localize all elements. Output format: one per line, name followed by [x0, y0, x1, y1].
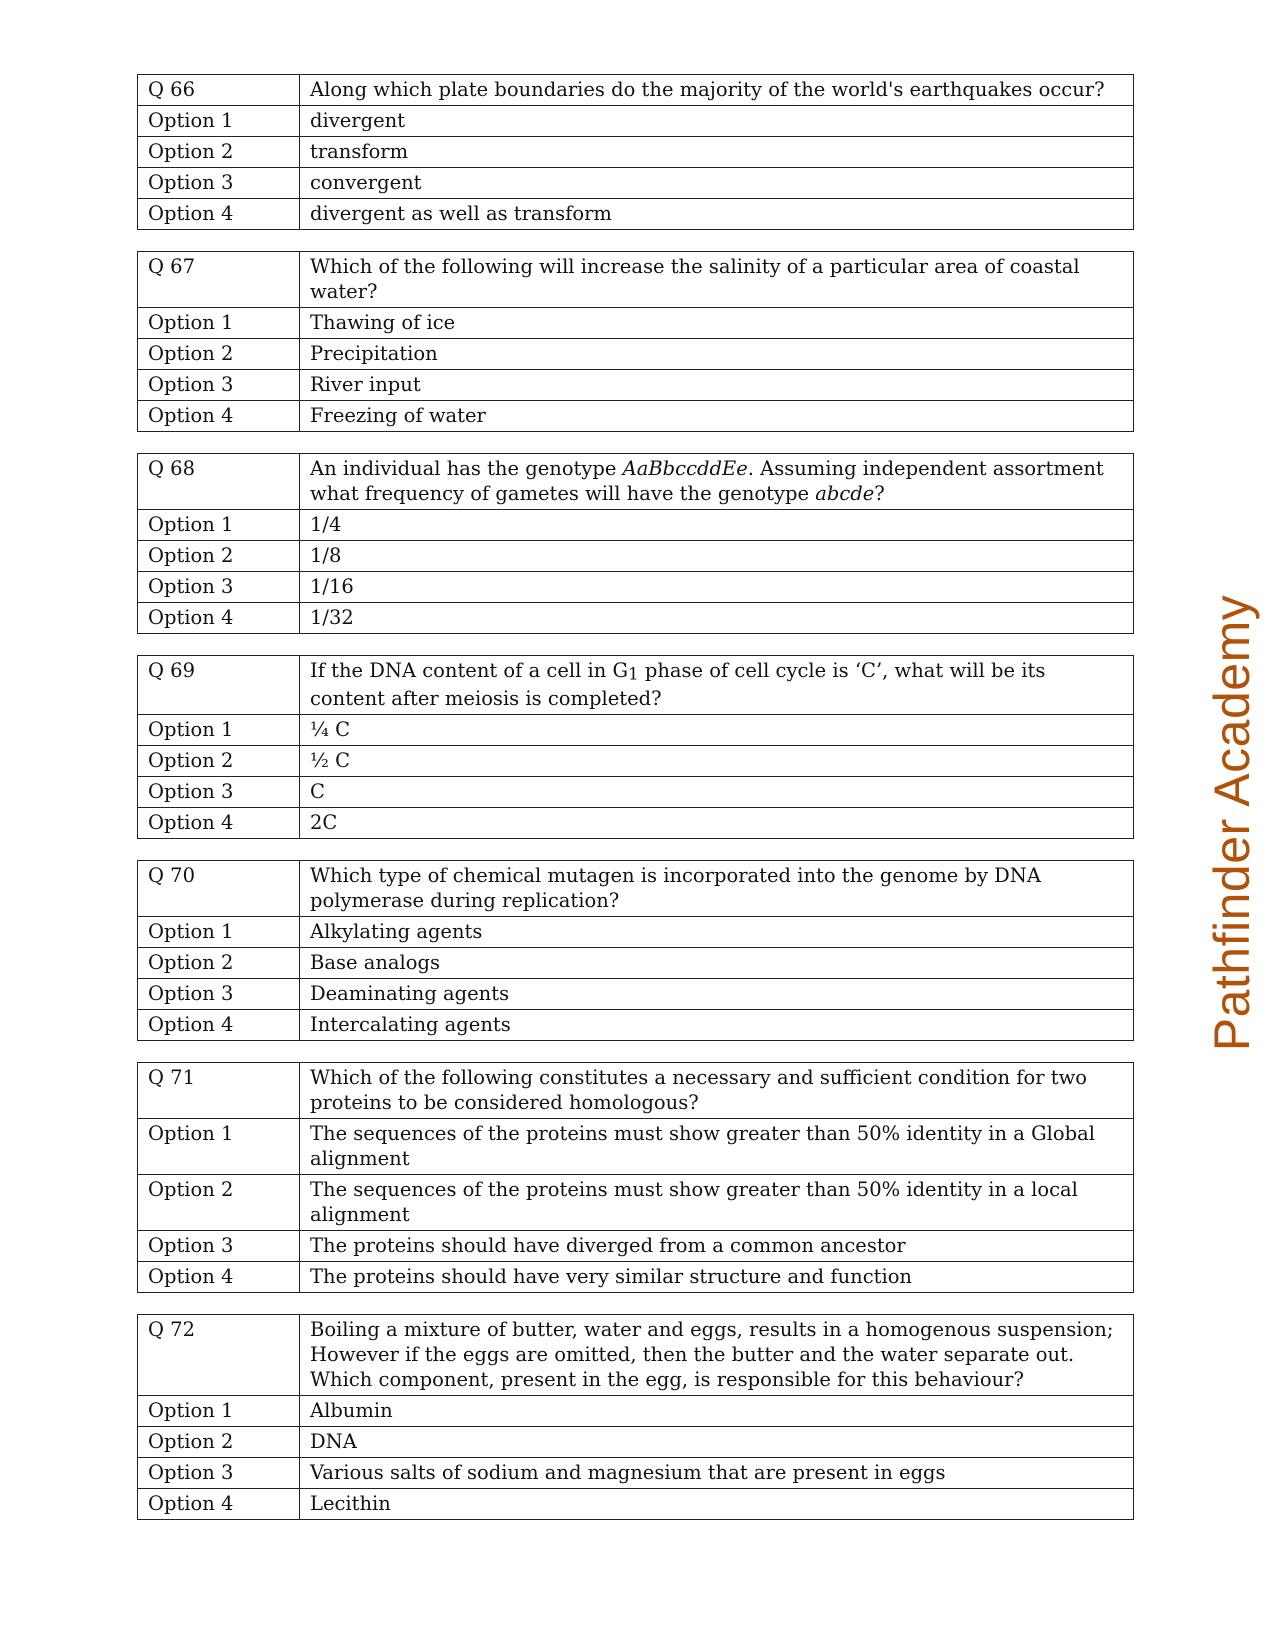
question-text-part: If the DNA content of a cell in G — [310, 659, 629, 682]
option-label: Option 2 — [138, 1175, 300, 1231]
question-table-q72 — [137, 1314, 1134, 1520]
option-label: Option 2 — [138, 541, 300, 572]
option-label: Option 3 — [138, 1231, 300, 1262]
option-row — [138, 1396, 1134, 1427]
option-label: Option 2 — [138, 1427, 300, 1458]
option-row — [138, 1231, 1134, 1262]
question-number: Q 66 — [138, 75, 300, 106]
question-text: Along which plate boundaries do the majority of the world's earthquakes occur? — [300, 75, 1134, 106]
option-label: Option 1 — [138, 1396, 300, 1427]
option-text: C — [300, 777, 1134, 808]
option-label: Option 4 — [138, 1010, 300, 1041]
question-row — [138, 656, 1134, 715]
question-text-part: ? — [874, 482, 885, 505]
option-row — [138, 572, 1134, 603]
question-text: Which type of chemical mutagen is incorporated into the genome by DNA polymerase during replication? — [300, 861, 1134, 917]
question-number: Q 68 — [138, 454, 300, 510]
question-text-part: . Assuming independent assortment what frequency of gametes will have the genotype — [310, 457, 1104, 505]
option-row — [138, 1119, 1134, 1175]
option-text: Alkylating agents — [300, 917, 1134, 948]
option-text: The sequences of the proteins must show greater than 50% identity in a Global alignment — [300, 1119, 1134, 1175]
option-text: 1/4 — [300, 510, 1134, 541]
option-row — [138, 948, 1134, 979]
question-number: Q 67 — [138, 252, 300, 308]
option-row — [138, 746, 1134, 777]
option-row — [138, 1262, 1134, 1293]
option-text: divergent as well as transform — [300, 199, 1134, 230]
option-text: Various salts of sodium and magnesium that are present in eggs — [300, 1458, 1134, 1489]
option-text: The proteins should have very similar structure and function — [300, 1262, 1134, 1293]
option-row — [138, 715, 1134, 746]
option-text: 1/16 — [300, 572, 1134, 603]
option-label: Option 4 — [138, 1262, 300, 1293]
question-number: Q 70 — [138, 861, 300, 917]
option-label: Option 1 — [138, 715, 300, 746]
genotype-italic: abcde — [815, 482, 875, 505]
option-row — [138, 979, 1134, 1010]
question-table-q66 — [137, 74, 1134, 230]
option-text: Thawing of ice — [300, 308, 1134, 339]
option-label: Option 2 — [138, 137, 300, 168]
option-row — [138, 777, 1134, 808]
question-number: Q 71 — [138, 1063, 300, 1119]
question-text — [300, 656, 1134, 715]
option-label: Option 3 — [138, 572, 300, 603]
option-text: Albumin — [300, 1396, 1134, 1427]
option-label: Option 1 — [138, 1119, 300, 1175]
genotype-italic: AaBbccddEe — [622, 457, 748, 480]
option-text: ½ C — [300, 746, 1134, 777]
option-label: Option 2 — [138, 339, 300, 370]
option-row — [138, 917, 1134, 948]
option-text: 2C — [300, 808, 1134, 839]
option-row — [138, 370, 1134, 401]
question-row — [138, 252, 1134, 308]
option-row — [138, 308, 1134, 339]
option-row — [138, 1489, 1134, 1520]
question-number: Q 72 — [138, 1315, 300, 1396]
option-row — [138, 168, 1134, 199]
option-label: Option 3 — [138, 168, 300, 199]
option-text: 1/8 — [300, 541, 1134, 572]
option-label: Option 3 — [138, 777, 300, 808]
question-row — [138, 75, 1134, 106]
option-label: Option 1 — [138, 308, 300, 339]
option-label: Option 4 — [138, 808, 300, 839]
option-text: transform — [300, 137, 1134, 168]
option-text: Precipitation — [300, 339, 1134, 370]
question-table-q70 — [137, 860, 1134, 1041]
watermark: Pathfinder Academy — [1204, 594, 1260, 1052]
option-text: River input — [300, 370, 1134, 401]
option-label: Option 2 — [138, 746, 300, 777]
option-text: ¼ C — [300, 715, 1134, 746]
option-row — [138, 603, 1134, 634]
option-row — [138, 1010, 1134, 1041]
question-text-part: phase of cell cycle is ‘C’, what will be its content after meiosis is completed? — [310, 659, 1046, 711]
question-table-q67 — [137, 251, 1134, 432]
option-text: divergent — [300, 106, 1134, 137]
option-text: Intercalating agents — [300, 1010, 1134, 1041]
option-row — [138, 106, 1134, 137]
option-label: Option 4 — [138, 401, 300, 432]
question-text: Which of the following will increase the salinity of a particular area of coastal water? — [300, 252, 1134, 308]
option-label: Option 2 — [138, 948, 300, 979]
option-row — [138, 510, 1134, 541]
question-number: Q 69 — [138, 656, 300, 715]
option-text: The sequences of the proteins must show greater than 50% identity in a local alignment — [300, 1175, 1134, 1231]
option-label: Option 4 — [138, 603, 300, 634]
option-text: The proteins should have diverged from a common ancestor — [300, 1231, 1134, 1262]
option-row — [138, 1427, 1134, 1458]
question-text-part: An individual has the genotype — [310, 457, 623, 480]
option-text: Freezing of water — [300, 401, 1134, 432]
subscript: 1 — [628, 664, 639, 684]
option-row — [138, 199, 1134, 230]
option-label: Option 3 — [138, 1458, 300, 1489]
question-table-q68 — [137, 453, 1134, 634]
question-text — [300, 454, 1134, 510]
option-row — [138, 137, 1134, 168]
question-table-q69 — [137, 655, 1134, 839]
option-row — [138, 541, 1134, 572]
option-text: Lecithin — [300, 1489, 1134, 1520]
question-row — [138, 1315, 1134, 1396]
option-row — [138, 808, 1134, 839]
option-row — [138, 1175, 1134, 1231]
option-label: Option 1 — [138, 106, 300, 137]
question-row — [138, 861, 1134, 917]
option-text: convergent — [300, 168, 1134, 199]
question-row — [138, 1063, 1134, 1119]
option-label: Option 4 — [138, 1489, 300, 1520]
option-label: Option 4 — [138, 199, 300, 230]
question-list — [137, 74, 1134, 1541]
option-row — [138, 1458, 1134, 1489]
option-text: DNA — [300, 1427, 1134, 1458]
question-row — [138, 454, 1134, 510]
option-text: Base analogs — [300, 948, 1134, 979]
option-label: Option 1 — [138, 917, 300, 948]
option-row — [138, 401, 1134, 432]
question-text: Which of the following constitutes a necessary and sufficient condition for two proteins to be considered homologous? — [300, 1063, 1134, 1119]
question-text: Boiling a mixture of butter, water and eggs, results in a homogenous suspension; However if the eggs are omitted, then the butter and the water separate out. Which component, present in the egg, is responsible for this behaviour? — [300, 1315, 1134, 1396]
question-table-q71 — [137, 1062, 1134, 1293]
option-label: Option 3 — [138, 370, 300, 401]
option-text: Deaminating agents — [300, 979, 1134, 1010]
option-row — [138, 339, 1134, 370]
option-text: 1/32 — [300, 603, 1134, 634]
option-label: Option 1 — [138, 510, 300, 541]
option-label: Option 3 — [138, 979, 300, 1010]
